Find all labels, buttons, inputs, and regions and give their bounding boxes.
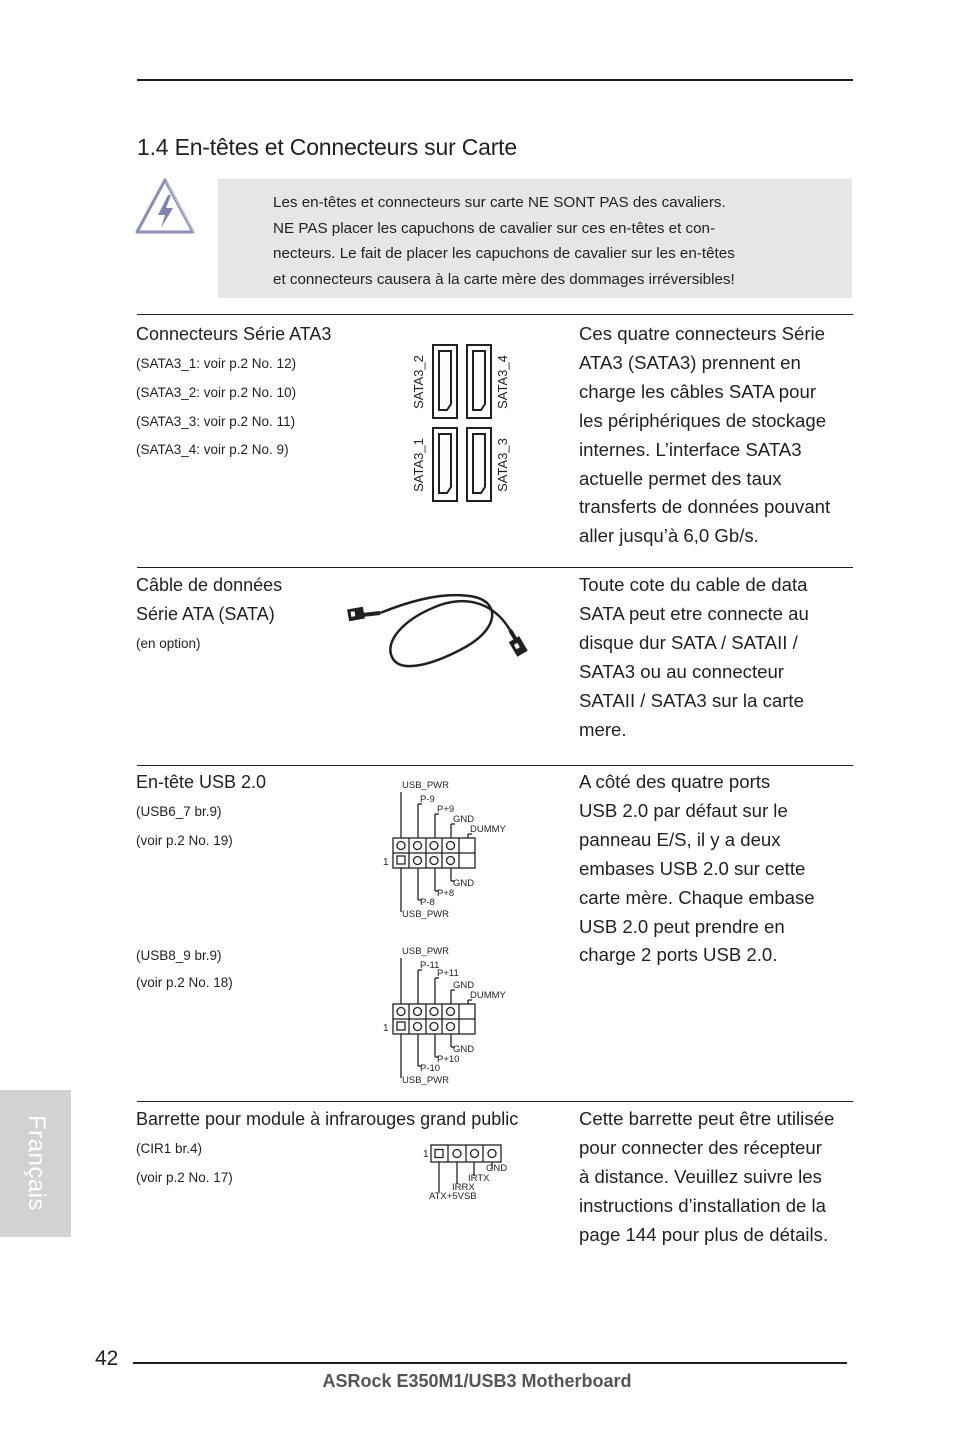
sata-port-label: SATA3_4	[495, 355, 510, 409]
warning-icon	[134, 177, 196, 237]
pin-label: GND	[453, 980, 475, 991]
top-rule	[137, 79, 853, 81]
cir-ref: (voir p.2 No. 17)	[136, 1170, 233, 1185]
cir-ref: (CIR1 br.4)	[136, 1141, 203, 1156]
sata-ref: (SATA3_2: voir p.2 No. 10)	[136, 385, 297, 400]
sata-ref: (SATA3_3: voir p.2 No. 11)	[136, 414, 296, 429]
pin-label: IRRX	[452, 1182, 475, 1193]
pin-one-marker: 1	[383, 1023, 389, 1034]
cir-description	[579, 1105, 834, 1250]
pin-label: GND	[453, 878, 475, 889]
section-rule	[137, 1101, 853, 1102]
desc-line: SATAII / SATA3 sur la carte	[579, 689, 804, 711]
desc-line: SATA3 ou au connecteur	[579, 660, 785, 682]
usb-header-name: (USB8_9 br.9)	[136, 948, 222, 963]
desc-line: actuelle permet des taux	[579, 467, 782, 489]
desc-line: charge les câbles SATA pour	[579, 380, 817, 402]
pin-label: P+9	[437, 804, 455, 815]
cable-title-line: Série ATA (SATA)	[136, 604, 275, 624]
desc-line: mere.	[579, 718, 627, 740]
sata-ref: (SATA3_4: voir p.2 No. 9)	[136, 442, 289, 457]
desc-line: carte mère. Chaque embase	[579, 886, 815, 908]
usb-header-diagram-1	[378, 776, 518, 924]
warning-line: NE PAS placer les capuchons de cavalier sur ces en-têtes et con-	[273, 219, 716, 237]
pin-label: USB_PWR	[402, 780, 449, 791]
cable-title-line: Câble de données	[136, 575, 283, 595]
pin-label: GND	[453, 814, 475, 825]
usb-title: En-tête USB 2.0	[136, 772, 267, 792]
pin-label: DUMMY	[470, 824, 506, 835]
desc-line: internes. L’interface SATA3	[579, 438, 802, 460]
cable-title	[136, 571, 282, 629]
desc-line: SATA peut etre connecte au	[579, 602, 809, 624]
sata-port-label: SATA3_2	[411, 355, 426, 409]
pin-label: P+11	[437, 968, 459, 979]
warning-text	[273, 190, 784, 293]
desc-line: A côté des quatre ports	[579, 771, 771, 792]
desc-line: charge 2 ports USB 2.0.	[579, 944, 778, 966]
desc-line: transferts de données pouvant	[579, 496, 831, 518]
sata-title: Connecteurs Série ATA3	[136, 324, 332, 344]
desc-line: aller jusqu’à 6,0 Gb/s.	[579, 525, 759, 547]
desc-line: panneau E/S, il y a deux	[579, 828, 781, 850]
warning-line: necteurs. Le fait de placer les capuchons de cavalier sur les en-têtes	[273, 245, 735, 263]
pin-one-marker: 1	[383, 857, 389, 868]
pin-label: ATX+5VSB	[429, 1191, 477, 1202]
section-rule	[137, 567, 853, 568]
sata-port-label: SATA3_1	[411, 438, 426, 492]
desc-line: embases USB 2.0 sur cette	[579, 857, 806, 879]
desc-line: les périphériques de stockage	[579, 409, 827, 431]
pin-label: P+10	[437, 1054, 460, 1065]
pin-label: P-9	[420, 794, 435, 805]
warning-line: et connecteurs causera à la carte mère des dommages irréversibles!	[273, 271, 735, 289]
section-rule	[137, 765, 853, 766]
pin-label: P-8	[420, 897, 435, 908]
desc-line: Toute cote du cable de data	[579, 574, 808, 595]
sata-description	[579, 320, 830, 551]
pin-label: GND	[486, 1163, 508, 1174]
usb-header-name: (USB6_7 br.9)	[136, 804, 222, 819]
usb-description	[579, 768, 815, 970]
desc-line: USB 2.0 peut prendre en	[579, 915, 785, 937]
pin-label: P-10	[420, 1063, 441, 1074]
pin-label: IRTX	[468, 1173, 490, 1184]
desc-line: page 144 pour plus de détails.	[579, 1223, 829, 1245]
page-title: 1.4 En-têtes et Connecteurs sur Carte	[137, 134, 517, 160]
cable-description	[579, 571, 834, 744]
footer-rule	[133, 1362, 847, 1364]
pin-label: USB_PWR	[402, 909, 449, 920]
pin-label: P-11	[420, 960, 440, 971]
sata-cable-image	[340, 585, 540, 680]
pin-one-marker: 1	[423, 1149, 429, 1160]
desc-line: disque dur SATA / SATAII /	[579, 631, 798, 653]
desc-line: instructions d’installation de la	[579, 1194, 827, 1216]
pin-label: USB_PWR	[402, 946, 449, 957]
desc-line: ATA3 (SATA3) prennent en	[579, 351, 801, 373]
desc-line: Cette barrette peut être utilisée	[579, 1108, 835, 1129]
warning-line: Les en-têtes et connecteurs sur carte NE SONT PAS des cavaliers.	[273, 194, 726, 211]
usb-header-ref: (voir p.2 No. 19)	[136, 833, 233, 848]
sata-connectors-diagram	[405, 340, 520, 505]
pin-label: GND	[453, 1044, 475, 1055]
section-rule	[137, 314, 853, 315]
page-number: 42	[95, 1347, 119, 1370]
cir-title: Barrette pour module à infrarouges grand public	[136, 1109, 519, 1129]
footer-title: ASRock E350M1/USB3 Motherboard	[322, 1371, 632, 1391]
desc-line: Ces quatre connecteurs Série	[579, 323, 825, 344]
cir-header-diagram	[420, 1140, 520, 1202]
usb-header-ref: (voir p.2 No. 18)	[136, 975, 233, 990]
pin-label: P+8	[437, 888, 455, 899]
pin-label: DUMMY	[470, 990, 506, 1001]
sata-ref: (SATA3_1: voir p.2 No. 12)	[136, 356, 297, 371]
sata-port-label: SATA3_3	[495, 438, 510, 492]
pin-label: USB_PWR	[402, 1075, 449, 1086]
desc-line: à distance. Veuillez suivre les	[579, 1165, 822, 1187]
usb-header-diagram-2	[378, 942, 518, 1090]
language-tab-label: Français	[23, 1114, 50, 1212]
cable-note: (en option)	[136, 636, 201, 651]
desc-line: USB 2.0 par défaut sur le	[579, 799, 788, 821]
desc-line: pour connecter des récepteur	[579, 1136, 822, 1158]
